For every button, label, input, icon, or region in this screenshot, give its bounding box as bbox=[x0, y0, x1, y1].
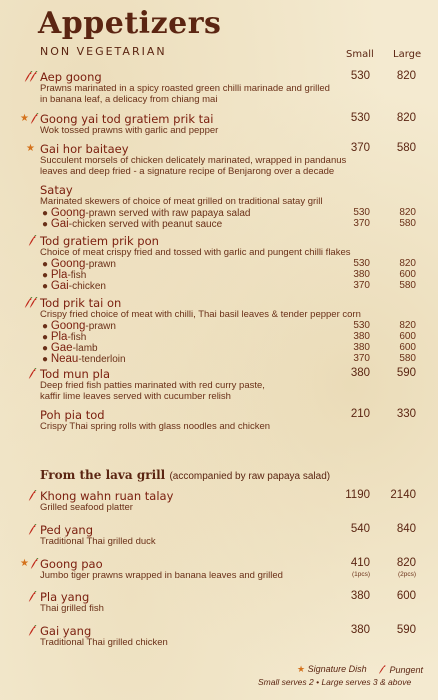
price-large: 580 bbox=[399, 218, 416, 229]
item-description: Choice of meat crispy fried and tossed with garlic and pungent chilli flakes bbox=[40, 247, 351, 258]
sub-option-detail: -prawn bbox=[85, 321, 116, 332]
item-name: Ped yang bbox=[40, 523, 93, 537]
price-small: 380 bbox=[350, 367, 370, 379]
item-name: Tod mun pla bbox=[40, 367, 111, 381]
item-description: Jumbo tiger prawns wrapped in banana leaves and grilled bbox=[40, 570, 283, 581]
col-header-small: Small bbox=[346, 49, 374, 60]
price-small: 530 bbox=[353, 320, 370, 331]
price-large: 820 bbox=[396, 557, 416, 569]
price-small: 1190 bbox=[345, 489, 370, 501]
item-name: Tod prik tai on bbox=[40, 296, 122, 310]
bullet-icon: ● bbox=[42, 281, 51, 292]
item-name: Poh pia tod bbox=[40, 408, 105, 422]
price-small: 210 bbox=[350, 408, 370, 420]
price-large: 820 bbox=[399, 320, 416, 331]
item-description: Prawns marinated in a spicy roasted green chilli marinade and grilled bbox=[40, 83, 330, 94]
small-portion-note: (1pcs) bbox=[351, 571, 370, 578]
price-small: 530 bbox=[350, 70, 370, 82]
item-description: Thai grilled fish bbox=[40, 603, 104, 614]
chilli-icon bbox=[26, 71, 40, 83]
price-large: 600 bbox=[399, 269, 416, 280]
star-icon: ★ bbox=[26, 143, 35, 154]
bullet-icon: ● bbox=[42, 208, 51, 219]
item-name: Pla yang bbox=[40, 590, 90, 604]
sub-option-detail: -prawn bbox=[85, 259, 116, 270]
item-name: Gai yang bbox=[40, 624, 92, 638]
price-large: 600 bbox=[399, 342, 416, 353]
item-description: Grilled seafood platter bbox=[40, 502, 133, 513]
page-title: Appetizers bbox=[38, 6, 222, 41]
item-description: Marinated skewers of choice of meat grilled on traditional satay grill bbox=[40, 196, 323, 207]
legend-signature bbox=[297, 664, 367, 675]
item-name: Goong pao bbox=[40, 557, 103, 571]
price-large: 330 bbox=[396, 408, 416, 420]
chilli-icon bbox=[25, 368, 39, 380]
star-icon: ★ bbox=[20, 558, 29, 569]
price-large: 820 bbox=[396, 112, 416, 124]
price-small: 540 bbox=[350, 523, 370, 535]
item-description: leaves and deep fried - a signature recipe of Benjarong over a decade bbox=[40, 166, 335, 177]
bullet-icon: ● bbox=[42, 332, 51, 343]
legend-serves: Small serves 2 • Large serves 3 & above bbox=[258, 677, 412, 687]
price-large: 2140 bbox=[390, 489, 416, 501]
sub-option-name: Gai bbox=[50, 218, 69, 230]
sub-option-detail: -fish bbox=[67, 332, 87, 343]
sub-option-name: Gae bbox=[50, 342, 73, 354]
item-description: in banana leaf, a delicacy from chiang mai bbox=[40, 94, 218, 105]
star-icon: ★ bbox=[297, 664, 306, 674]
sub-option-name: Goong bbox=[50, 258, 86, 270]
price-large: 820 bbox=[399, 258, 416, 269]
price-large: 840 bbox=[396, 523, 416, 535]
price-small: 380 bbox=[353, 269, 370, 280]
chilli-icon bbox=[26, 297, 40, 309]
sub-option-name: Gai bbox=[50, 280, 69, 292]
sub-option-name: Goong bbox=[50, 207, 86, 219]
price-large: 820 bbox=[396, 70, 416, 82]
bullet-icon: ● bbox=[42, 219, 51, 230]
price-small: 530 bbox=[350, 112, 370, 124]
chilli-icon bbox=[27, 558, 41, 570]
item-name: Tod gratiem prik pon bbox=[40, 234, 159, 248]
item-description: Traditional Thai grilled chicken bbox=[40, 637, 168, 648]
price-small: 370 bbox=[353, 218, 370, 229]
legend-signature-label: Signature Dish bbox=[307, 664, 367, 674]
price-small: 530 bbox=[353, 258, 370, 269]
price-small: 370 bbox=[353, 280, 370, 291]
bullet-icon: ● bbox=[42, 270, 51, 281]
sub-option bbox=[42, 280, 106, 293]
bullet-icon: ● bbox=[42, 259, 51, 270]
star-icon: ★ bbox=[20, 113, 29, 124]
sub-option-detail: -chicken served with peanut sauce bbox=[68, 219, 223, 230]
sub-option bbox=[42, 353, 126, 366]
sub-option-detail: -fish bbox=[67, 270, 87, 281]
item-name: Gai hor baitaey bbox=[40, 142, 129, 156]
price-large: 600 bbox=[396, 590, 416, 602]
price-small: 410 bbox=[350, 557, 370, 569]
page-subtitle: NON VEGETARIAN bbox=[40, 45, 167, 58]
price-large: 580 bbox=[396, 142, 416, 154]
price-small: 370 bbox=[353, 353, 370, 364]
chilli-icon bbox=[27, 113, 41, 125]
sub-option-name: Pla bbox=[50, 269, 68, 281]
grill-section-label: From the lava grill bbox=[40, 468, 166, 482]
price-large: 580 bbox=[399, 353, 416, 364]
price-small: 380 bbox=[350, 624, 370, 636]
bullet-icon: ● bbox=[42, 343, 51, 354]
item-description: Traditional Thai grilled duck bbox=[40, 536, 156, 547]
chilli-icon bbox=[25, 235, 39, 247]
item-name: Satay bbox=[40, 183, 73, 197]
sub-option-name: Pla bbox=[50, 331, 68, 343]
chilli-icon bbox=[25, 524, 39, 536]
chilli-icon bbox=[25, 625, 39, 637]
item-description: kaffir lime leaves served with cucumber relish bbox=[40, 391, 231, 402]
chilli-icon bbox=[25, 490, 39, 502]
grill-section-title bbox=[40, 468, 330, 482]
legend-pungent-label: Pungent bbox=[389, 665, 424, 675]
sub-option bbox=[42, 218, 222, 231]
price-large: 580 bbox=[399, 280, 416, 291]
sub-option-detail: -chicken bbox=[68, 281, 106, 292]
price-small: 370 bbox=[350, 142, 370, 154]
item-description: Deep fried fish patties marinated with red curry paste, bbox=[40, 380, 265, 391]
price-large: 820 bbox=[399, 207, 416, 218]
price-large: 590 bbox=[396, 624, 416, 636]
item-description: Wok tossed prawns with garlic and pepper bbox=[40, 125, 219, 136]
legend-pungent bbox=[378, 664, 423, 675]
sub-option-name: Goong bbox=[50, 320, 86, 332]
sub-option-detail: -lamb bbox=[72, 343, 98, 354]
price-large: 590 bbox=[396, 367, 416, 379]
price-small: 530 bbox=[353, 207, 370, 218]
price-small: 380 bbox=[353, 342, 370, 353]
bullet-icon: ● bbox=[42, 354, 51, 365]
sub-option-detail: -prawn served with raw papaya salad bbox=[85, 208, 251, 219]
chilli-icon bbox=[25, 591, 39, 603]
item-name: Goong yai tod gratiem prik tai bbox=[40, 112, 214, 126]
grill-section-note: (accompanied by raw papaya salad) bbox=[169, 471, 331, 482]
price-small: 380 bbox=[350, 590, 370, 602]
item-name: Aep goong bbox=[40, 70, 102, 84]
item-description: Crispy fried choice of meat with chilli, Thai basil leaves & tender pepper corn bbox=[40, 309, 361, 320]
item-name: Khong wahn ruan talay bbox=[40, 489, 174, 503]
large-portion-note: (2pcs) bbox=[397, 571, 416, 578]
sub-option-detail: -tenderloin bbox=[78, 354, 126, 365]
price-small: 380 bbox=[353, 331, 370, 342]
col-header-large: Large bbox=[393, 49, 422, 60]
bullet-icon: ● bbox=[42, 321, 51, 332]
price-large: 600 bbox=[399, 331, 416, 342]
chilli-icon bbox=[378, 664, 387, 675]
item-description: Succulent morsels of chicken delicately marinated, wrapped in pandanus bbox=[40, 155, 347, 166]
item-description: Crispy Thai spring rolls with glass noodles and chicken bbox=[40, 421, 271, 432]
sub-option-name: Neau bbox=[50, 353, 79, 365]
